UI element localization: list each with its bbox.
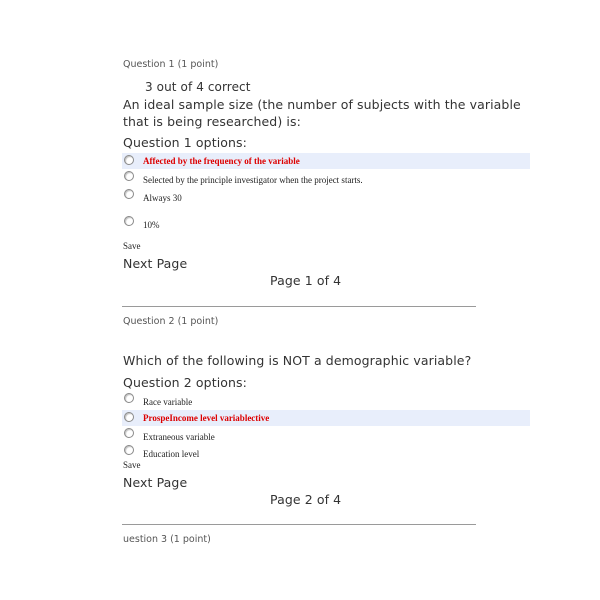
- question-2-option[interactable]: [122, 394, 530, 410]
- question-1-text-line1: An ideal sample size (the number of subjects with the variable: [123, 97, 521, 112]
- save-button[interactable]: Save: [123, 241, 141, 251]
- page-indicator: Page 2 of 4: [270, 492, 342, 507]
- divider: [122, 306, 476, 307]
- question-1-header: Question 1 (1 point): [123, 59, 219, 70]
- question-2-option[interactable]: [122, 446, 530, 462]
- option-label: Education level: [143, 449, 200, 459]
- question-1-text-line2: that is being researched) is:: [123, 114, 301, 129]
- save-button[interactable]: Save: [123, 460, 141, 470]
- radio-button[interactable]: [124, 445, 134, 455]
- question-2-option[interactable]: [122, 429, 530, 445]
- question-2-options-label: Question 2 options:: [123, 375, 247, 390]
- option-label: Affected by the frequency of the variable: [143, 156, 300, 166]
- option-label: Race variable: [143, 397, 193, 407]
- next-page-button[interactable]: Next Page: [123, 256, 188, 271]
- radio-button[interactable]: [124, 216, 134, 226]
- question-1-option[interactable]: [122, 217, 530, 233]
- option-label: ProspeIncome level variablective: [143, 413, 270, 423]
- option-label: 10%: [143, 220, 160, 230]
- divider: [122, 524, 476, 525]
- option-label: Selected by the principle investigator when the project starts.: [143, 175, 363, 185]
- question-1-option[interactable]: [122, 172, 530, 188]
- question-1-score: 3 out of 4 correct: [145, 80, 251, 94]
- question-1-option[interactable]: [122, 153, 530, 169]
- next-page-button[interactable]: Next Page: [123, 475, 188, 490]
- question-3-header: uestion 3 (1 point): [123, 534, 211, 545]
- question-1-options-label: Question 1 options:: [123, 135, 247, 150]
- option-label: Always 30: [143, 193, 182, 203]
- radio-button[interactable]: [124, 171, 134, 181]
- radio-button[interactable]: [124, 428, 134, 438]
- option-label: Extraneous variable: [143, 432, 215, 442]
- question-2-option[interactable]: [122, 410, 530, 426]
- radio-button[interactable]: [124, 189, 134, 199]
- page-indicator: Page 1 of 4: [270, 273, 342, 288]
- radio-button[interactable]: [124, 393, 134, 403]
- radio-button[interactable]: [124, 412, 134, 422]
- question-1-option[interactable]: [122, 190, 530, 206]
- question-2-header: Question 2 (1 point): [123, 316, 219, 327]
- question-2-text: Which of the following is NOT a demographic variable?: [123, 353, 472, 368]
- radio-button[interactable]: [124, 155, 134, 165]
